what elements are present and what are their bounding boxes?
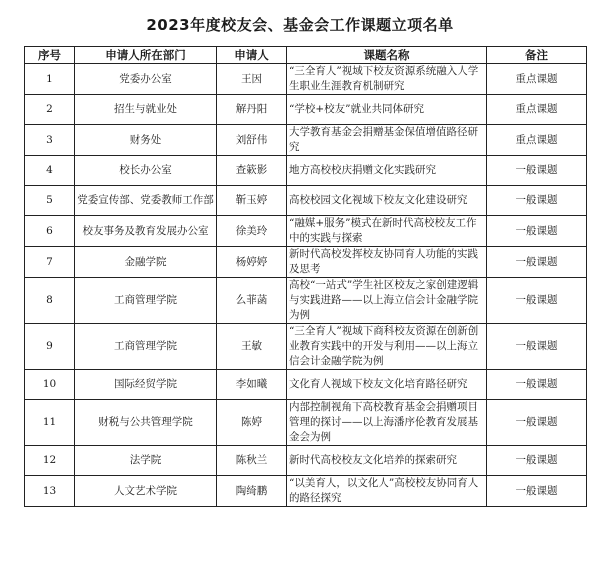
cell-topic: 文化育人视域下校友文化培育路径研究	[287, 370, 487, 400]
cell-topic: “三全育人”视域下校友资源系统融入人学生职业生涯教育机制研究	[287, 64, 487, 95]
cell-no: 8	[25, 278, 75, 324]
cell-no: 12	[25, 446, 75, 476]
cell-applicant: 靳玉婷	[217, 186, 287, 216]
cell-no: 9	[25, 324, 75, 370]
document-title: 2023年度校友会、基金会工作课题立项名单	[146, 16, 454, 34]
cell-applicant: 徐美玲	[217, 216, 287, 247]
cell-topic: “三全育人”视域下商科校友资源在创新创业教育实践中的开发与利用——以上海立信会计金融学院为例	[287, 324, 487, 370]
table-row	[25, 278, 587, 324]
cell-note: 一般课题	[487, 476, 587, 507]
cell-applicant: 王因	[217, 64, 287, 95]
cell-topic: 高校校园文化视域下校友文化建设研究	[287, 186, 487, 216]
table-header-row	[25, 47, 587, 64]
cell-applicant: 陈秋兰	[217, 446, 287, 476]
cell-dept: 财务处	[75, 125, 217, 156]
cell-applicant: 么菲菡	[217, 278, 287, 324]
header-dept: 申请人所在部门	[75, 47, 217, 64]
cell-no: 6	[25, 216, 75, 247]
cell-note: 一般课题	[487, 278, 587, 324]
cell-applicant: 查簌影	[217, 156, 287, 186]
header-no: 序号	[25, 47, 75, 64]
table-row	[25, 476, 587, 507]
cell-note: 一般课题	[487, 400, 587, 446]
cell-note: 一般课题	[487, 156, 587, 186]
cell-no: 1	[25, 64, 75, 95]
cell-topic: 大学教育基金会捐赠基金保值增值路径研究	[287, 125, 487, 156]
cell-note: 重点课题	[487, 125, 587, 156]
table-row	[25, 186, 587, 216]
cell-dept: 工商管理学院	[75, 278, 217, 324]
cell-applicant: 李如曦	[217, 370, 287, 400]
cell-dept: 国际经贸学院	[75, 370, 217, 400]
table-row	[25, 324, 587, 370]
cell-applicant: 刘舒伟	[217, 125, 287, 156]
cell-no: 7	[25, 247, 75, 278]
table-row	[25, 125, 587, 156]
cell-note: 一般课题	[487, 186, 587, 216]
cell-note: 一般课题	[487, 216, 587, 247]
cell-note: 重点课题	[487, 64, 587, 95]
cell-note: 一般课题	[487, 324, 587, 370]
header-applicant: 申请人	[217, 47, 287, 64]
cell-dept: 工商管理学院	[75, 324, 217, 370]
cell-topic: 地方高校校庆捐赠文化实践研究	[287, 156, 487, 186]
cell-no: 3	[25, 125, 75, 156]
cell-applicant: 杨婷婷	[217, 247, 287, 278]
cell-dept: 金融学院	[75, 247, 217, 278]
cell-no: 13	[25, 476, 75, 507]
cell-dept: 财税与公共管理学院	[75, 400, 217, 446]
table-row	[25, 216, 587, 247]
cell-dept: 校友事务及教育发展办公室	[75, 216, 217, 247]
cell-applicant: 解丹阳	[217, 95, 287, 125]
table-row	[25, 400, 587, 446]
cell-dept: 招生与就业处	[75, 95, 217, 125]
cell-no: 11	[25, 400, 75, 446]
cell-note: 一般课题	[487, 247, 587, 278]
project-list-table	[24, 46, 587, 507]
cell-no: 2	[25, 95, 75, 125]
cell-topic: “学校+校友”就业共同体研究	[287, 95, 487, 125]
cell-no: 4	[25, 156, 75, 186]
header-topic: 课题名称	[287, 47, 487, 64]
cell-topic: “融媒+服务”模式在新时代高校校友工作中的实践与探索	[287, 216, 487, 247]
cell-dept: 党委办公室	[75, 64, 217, 95]
table-row	[25, 64, 587, 95]
cell-note: 一般课题	[487, 370, 587, 400]
cell-dept: 党委宣传部、党委教师工作部	[75, 186, 217, 216]
cell-topic: 高校“一站式”学生社区校友之家创建逻辑与实践进路——以上海立信会计金融学院为例	[287, 278, 487, 324]
cell-dept: 法学院	[75, 446, 217, 476]
table-row	[25, 156, 587, 186]
cell-no: 5	[25, 186, 75, 216]
cell-topic: 内部控制视角下高校教育基金会捐赠项目管理的探讨——以上海潘序伦教育发展基金会为例	[287, 400, 487, 446]
cell-note: 重点课题	[487, 95, 587, 125]
cell-dept: 人文艺术学院	[75, 476, 217, 507]
cell-dept: 校长办公室	[75, 156, 217, 186]
table-row	[25, 370, 587, 400]
cell-applicant: 陶绮鹏	[217, 476, 287, 507]
cell-note: 一般课题	[487, 446, 587, 476]
header-note: 备注	[487, 47, 587, 64]
table-row	[25, 446, 587, 476]
cell-applicant: 王敏	[217, 324, 287, 370]
cell-no: 10	[25, 370, 75, 400]
cell-topic: 新时代高校发挥校友协同育人功能的实践及思考	[287, 247, 487, 278]
cell-applicant: 陈婷	[217, 400, 287, 446]
table-row	[25, 247, 587, 278]
table-row	[25, 95, 587, 125]
cell-topic: 新时代高校校友文化培养的探索研究	[287, 446, 487, 476]
cell-topic: “以美育人，以文化人”高校校友协同育人的路径探究	[287, 476, 487, 507]
